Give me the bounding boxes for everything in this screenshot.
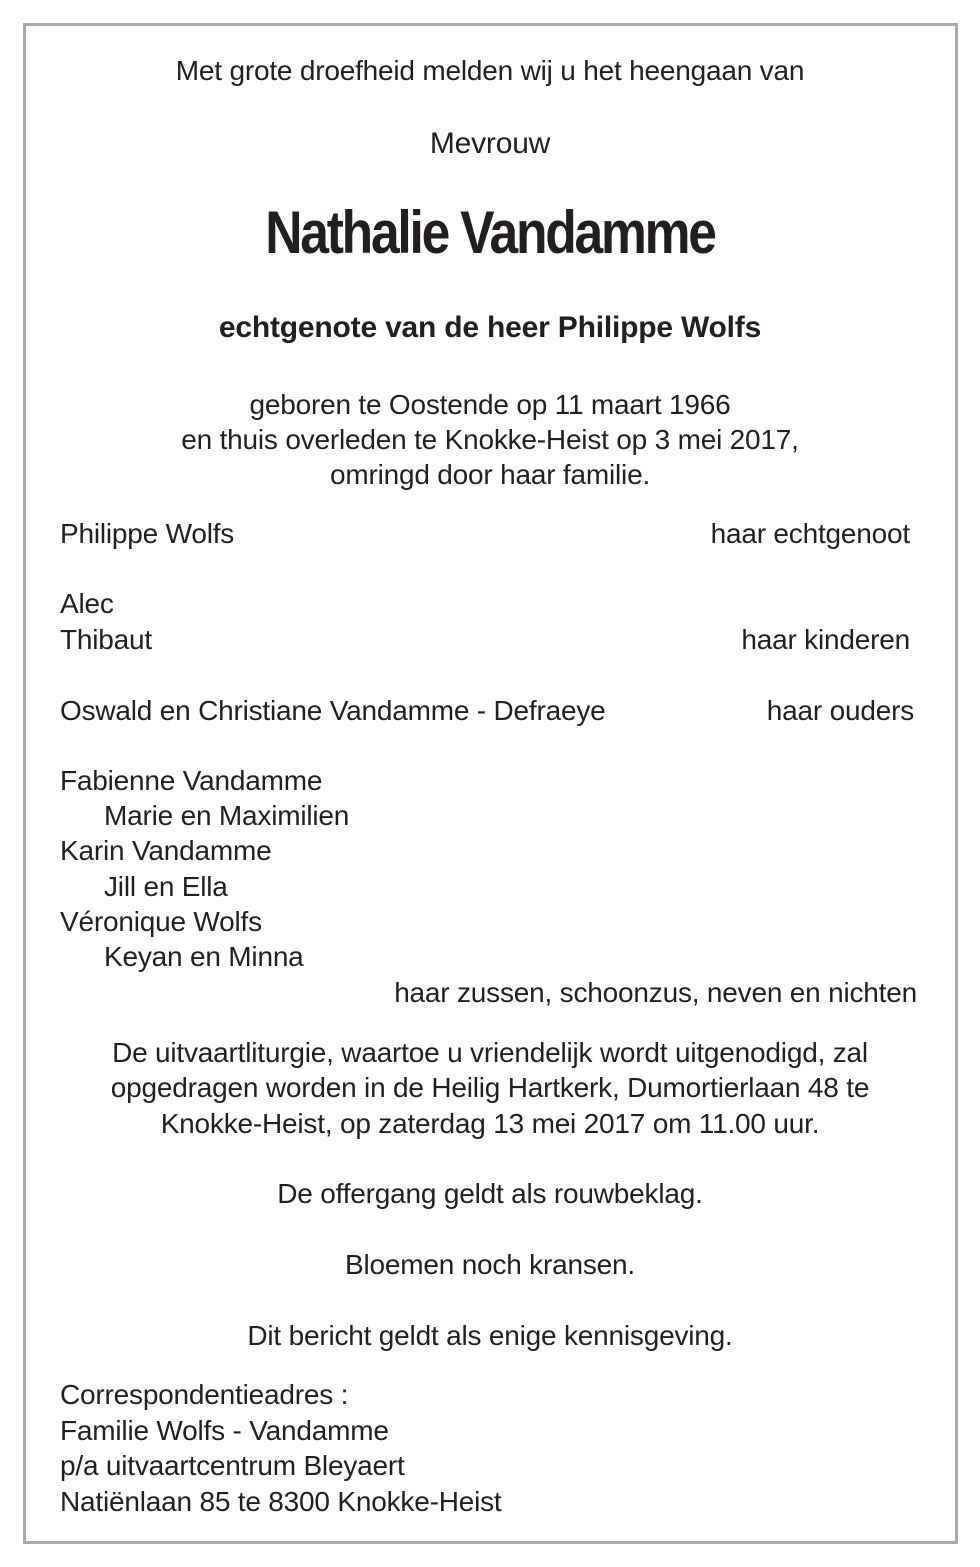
offering-text: De offergang geldt als rouwbeklag. [277,1178,703,1209]
sibling-children: Keyan en Minna [104,941,304,972]
husband-name: Philippe Wolfs [60,518,235,549]
salutation: Mevrouw [429,127,551,160]
deceased-name: Nathalie Vandamme [265,199,715,266]
funeral-text-line: De uitvaartliturgie, waartoe u vriendelijk wordt uitgenodigd, zal [112,1037,868,1068]
correspondence-line: Familie Wolfs - Vandamme [60,1415,389,1446]
spouse-line: echtgenote van de heer Philippe Wolfs [218,311,762,344]
sibling-children: Jill en Ella [104,871,228,902]
correspondence-heading: Correspondentieadres : [60,1379,349,1410]
announcement-text: Dit bericht geldt als enige kennisgeving. [247,1320,733,1351]
child-name: Alec [60,588,114,619]
family-line: omringd door haar familie. [329,459,651,490]
child-name: Thibaut [60,624,152,655]
funeral-text-line: opgedragen worden in de Heilig Hartkerk, Dumortierlaan 48 te [110,1072,870,1103]
sibling-name: Véronique Wolfs [60,906,262,937]
children-role: haar kinderen [741,624,910,655]
sibling-name: Fabienne Vandamme [60,765,323,796]
sibling-name: Karin Vandamme [60,835,272,866]
parents-role: haar ouders [766,695,914,726]
flowers-text: Bloemen noch kransen. [345,1249,635,1280]
death-line: en thuis overleden te Knokke-Heist op 3 mei 2017, [181,424,799,455]
parents-name: Oswald en Christiane Vandamme - Defraeye [60,695,606,726]
intro-text: Met grote droefheid melden wij u het heengaan van [175,55,805,86]
correspondence-line: p/a uitvaartcentrum Bleyaert [60,1450,405,1481]
correspondence-line: Natiënlaan 85 te 8300 Knokke-Heist [60,1486,502,1517]
siblings-role: haar zussen, schoonzus, neven en nichten [394,977,917,1008]
birth-line: geboren te Oostende op 11 maart 1966 [249,389,731,420]
funeral-text-line: Knokke-Heist, op zaterdag 13 mei 2017 om 11.00 uur. [160,1108,820,1139]
sibling-children: Marie en Maximilien [104,800,350,831]
husband-role: haar echtgenoot [710,518,910,549]
